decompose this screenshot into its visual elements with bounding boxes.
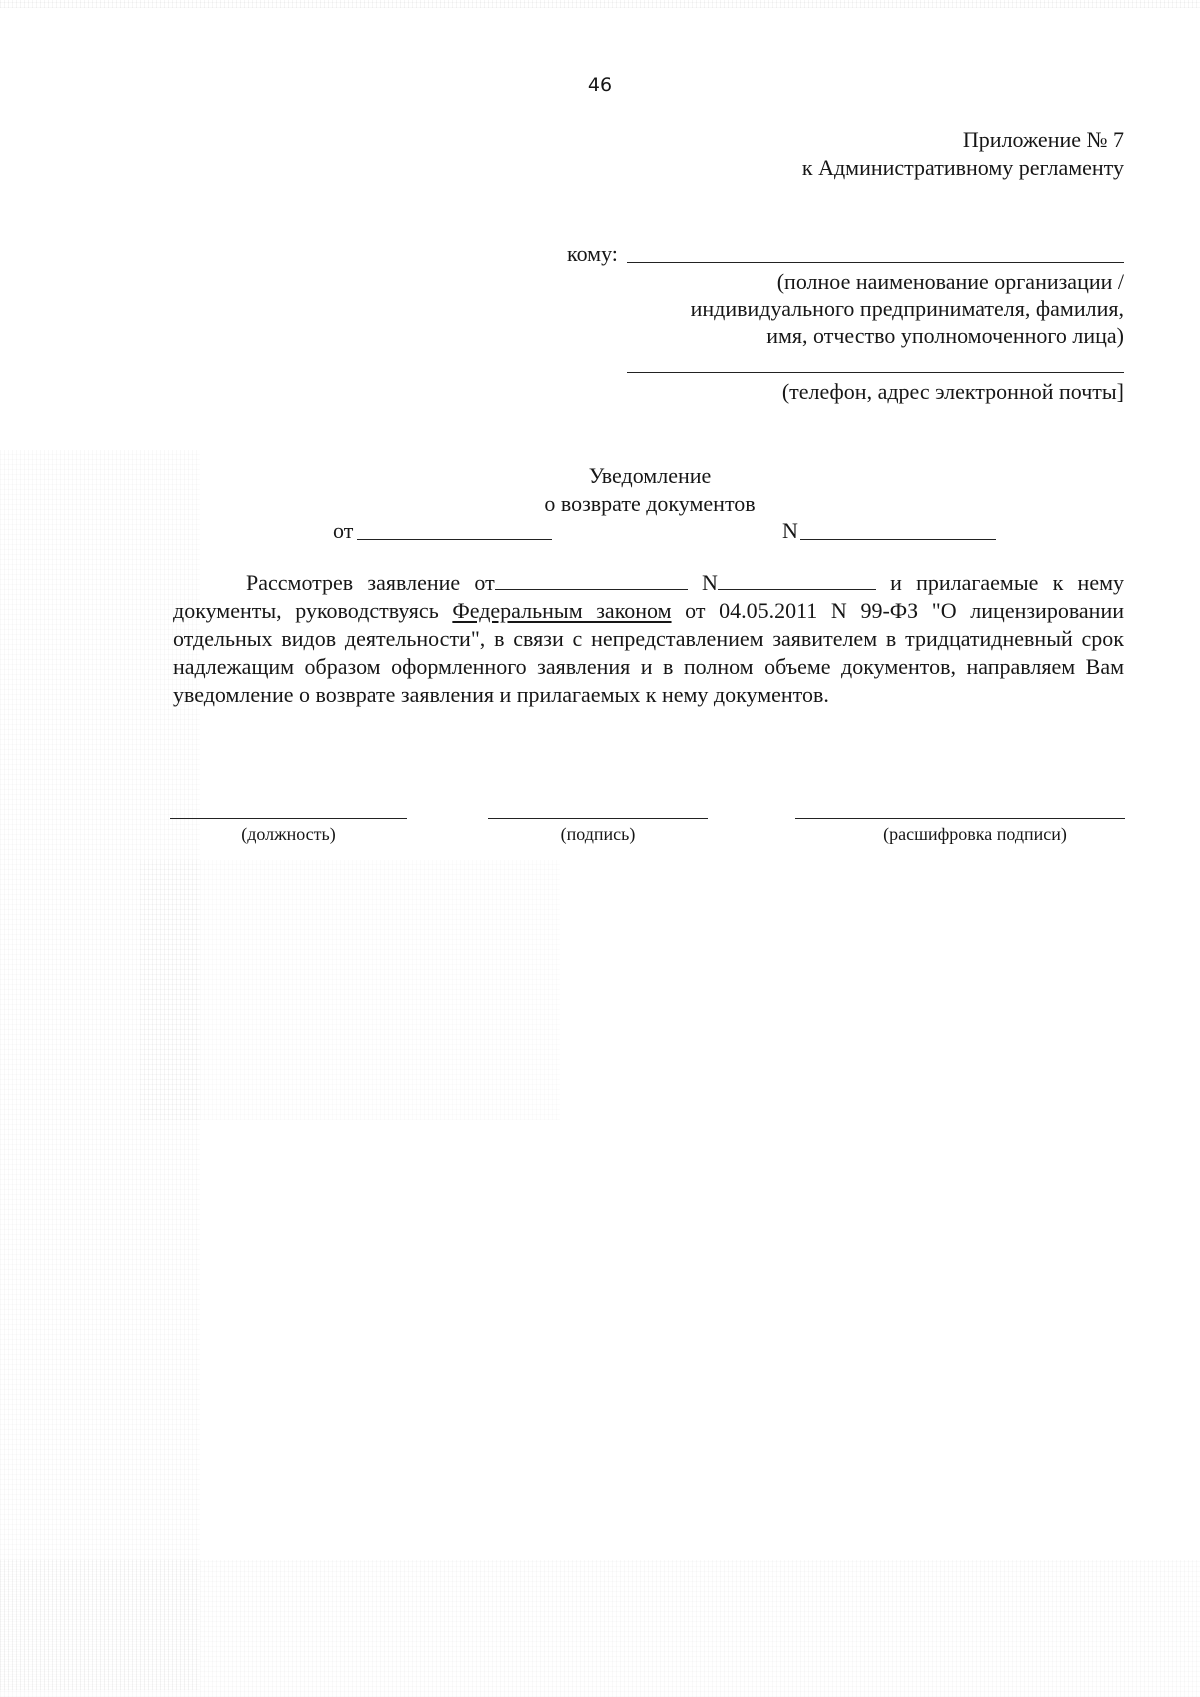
body-number-label: N xyxy=(701,570,718,595)
recipient-line xyxy=(627,262,1124,263)
recipient-caption-line2: индивидуального предпринимателя, фамилия, xyxy=(690,296,1124,321)
appendix-header xyxy=(802,126,1124,182)
body-part3: от 04.05.2011 N 99-ФЗ "О лицензировании отдельных видов деятельности", в связи с непредставлением заявителем в тридцатидневный срок надлежащим образом оформленного заявления и в полном объеме документов, направляем Вам уведомление о возврате заявления и прилагаемых к нему документов. xyxy=(173,598,1124,707)
recipient-caption-line3: имя, отчество уполномоченного лица) xyxy=(766,323,1124,348)
page-number: 46 xyxy=(587,74,613,96)
contact-line xyxy=(627,372,1124,373)
scan-noise-middle xyxy=(140,860,560,1120)
recipient-label: кому: xyxy=(567,241,618,266)
notice-body xyxy=(173,569,1124,709)
body-part1: Рассмотрев заявление от xyxy=(246,570,495,595)
recipient-caption-line1: (полное наименование организации / xyxy=(776,269,1124,294)
date-from-line xyxy=(357,539,552,540)
title-line2: о возврате документов xyxy=(544,491,756,516)
statement-number-blank xyxy=(718,571,876,590)
date-number-label: N xyxy=(782,518,798,543)
recipient-caption xyxy=(691,268,1124,349)
scan-noise-top xyxy=(0,0,1200,8)
body-part2: и прилагаемые к нему документы, руководствуясь xyxy=(173,570,1125,623)
document-title xyxy=(400,462,900,518)
appendix-regulation: к Административному регламенту xyxy=(801,155,1124,180)
signature-label: (подпись) xyxy=(560,824,636,844)
federal-law-link[interactable]: Федеральным законом xyxy=(452,598,672,623)
signature-line xyxy=(488,818,708,819)
appendix-number: Приложение № 7 xyxy=(962,127,1124,152)
scan-noise-bottom xyxy=(0,1560,1200,1697)
contact-caption: (телефон, адрес электронной почты] xyxy=(781,379,1124,404)
position-line xyxy=(170,818,407,819)
scan-noise-left xyxy=(0,450,200,1690)
position-label: (должность) xyxy=(241,824,336,844)
date-from-label: от xyxy=(333,518,354,543)
title-line1: Уведомление xyxy=(588,463,712,488)
statement-date-blank xyxy=(495,571,688,590)
decoding-label: (расшифровка подписи) xyxy=(883,824,1067,844)
decoding-line xyxy=(795,818,1125,819)
date-number-line xyxy=(800,539,996,540)
